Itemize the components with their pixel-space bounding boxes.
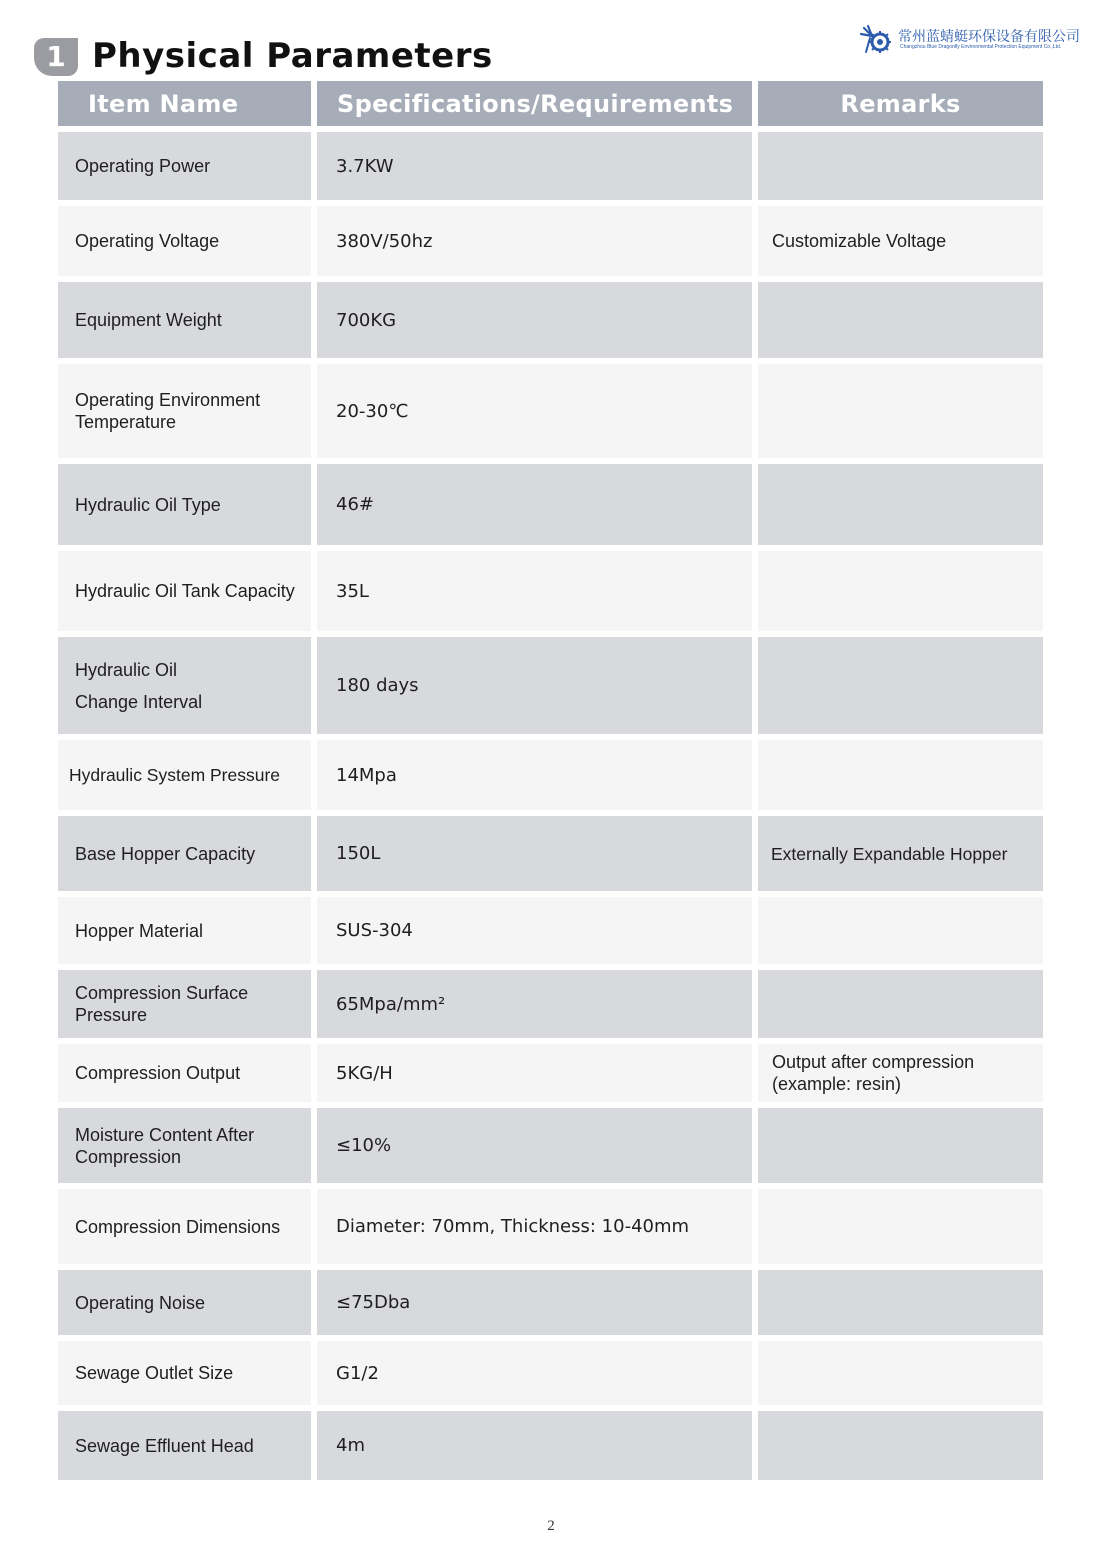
page-number: 2 — [547, 1518, 555, 1534]
remark-cell — [758, 970, 1043, 1038]
header-remarks: Remarks — [758, 81, 1043, 126]
spec-cell: G1/2 — [317, 1341, 752, 1405]
remark-cell — [758, 282, 1043, 358]
item-name-cell: Hydraulic Oil Tank Capacity — [58, 551, 311, 631]
spec-cell: 35L — [317, 551, 752, 631]
table-row — [58, 897, 1043, 964]
item-name-cell: Operating Voltage — [58, 206, 311, 276]
company-name-chinese: 常州蓝蜻蜓环保设备有限公司 — [898, 29, 1080, 45]
company-logo — [858, 22, 1078, 58]
remark-cell: Output after compression (example: resin) — [758, 1044, 1043, 1102]
item-name-cell: Compression Output — [58, 1044, 311, 1102]
spec-cell: 150L — [317, 816, 752, 891]
item-name-cell: Hydraulic Oil Type — [58, 464, 311, 545]
spec-cell: 20-30℃ — [317, 364, 752, 458]
table-row — [58, 551, 1043, 631]
remark-cell — [758, 637, 1043, 734]
spec-cell: 46# — [317, 464, 752, 545]
spec-cell: 4m — [317, 1411, 752, 1480]
item-name-cell: Base Hopper Capacity — [58, 816, 311, 891]
spec-cell: 180 days — [317, 637, 752, 734]
item-name-cell: Sewage Effluent Head — [58, 1411, 311, 1480]
item-name-cell: Operating Noise — [58, 1270, 311, 1335]
table-row — [58, 637, 1043, 734]
table-row — [58, 132, 1043, 200]
item-name-cell: Hydraulic Oil Change Interval — [58, 637, 311, 734]
item-name-cell: Hydraulic System Pressure — [58, 740, 311, 810]
remark-cell — [758, 551, 1043, 631]
spec-cell: 5KG/H — [317, 1044, 752, 1102]
remark-cell — [758, 1108, 1043, 1183]
table-row — [58, 1189, 1043, 1264]
remark-cell — [758, 1341, 1043, 1405]
spec-cell: Diameter: 70mm, Thickness: 10-40mm — [317, 1189, 752, 1264]
item-name-cell: Operating Environment Temperature — [58, 364, 311, 458]
table-row — [58, 1270, 1043, 1335]
table-row — [58, 206, 1043, 276]
spec-cell: SUS-304 — [317, 897, 752, 964]
item-name-cell: Sewage Outlet Size — [58, 1341, 311, 1405]
header-item-name: Item Name — [58, 81, 311, 126]
remark-cell — [758, 364, 1043, 458]
table-row — [58, 1108, 1043, 1183]
company-name-english: Changzhou Blue Dragonfly Environmental Protection Equipment Co.,Ltd. — [900, 44, 1062, 50]
table-row — [58, 464, 1043, 545]
item-name-cell: Compression Dimensions — [58, 1189, 311, 1264]
spec-cell: 3.7KW — [317, 132, 752, 200]
remark-cell — [758, 1189, 1043, 1264]
spec-cell: 14Mpa — [317, 740, 752, 810]
spec-cell: ≤75Dba — [317, 1270, 752, 1335]
header-specifications: Specifications/Requirements — [317, 81, 752, 126]
table-row — [58, 1411, 1043, 1480]
item-name-cell: Operating Power — [58, 132, 311, 200]
table-row — [58, 740, 1043, 810]
table-row — [58, 816, 1043, 891]
remark-cell: Customizable Voltage — [758, 206, 1043, 276]
table-row — [58, 282, 1043, 358]
table-row — [58, 970, 1043, 1038]
remark-cell — [758, 897, 1043, 964]
page-title: Physical Parameters — [92, 36, 493, 76]
item-name-cell: Moisture Content After Compression — [58, 1108, 311, 1183]
remark-cell — [758, 1411, 1043, 1480]
section-number-badge: 1 — [34, 38, 78, 76]
spec-cell: ≤10% — [317, 1108, 752, 1183]
item-name-cell: Compression Surface Pressure — [58, 970, 311, 1038]
table-row — [58, 1044, 1043, 1102]
remark-cell — [758, 464, 1043, 545]
remark-cell: Externally Expandable Hopper — [758, 816, 1043, 891]
parameters-table — [58, 81, 1043, 1486]
item-name-cell: Equipment Weight — [58, 282, 311, 358]
dragonfly-gear-icon — [858, 24, 892, 54]
table-header-row — [58, 81, 1043, 126]
spec-cell: 380V/50hz — [317, 206, 752, 276]
remark-cell — [758, 1270, 1043, 1335]
remark-cell — [758, 132, 1043, 200]
spec-cell: 65Mpa/mm² — [317, 970, 752, 1038]
table-row — [58, 1341, 1043, 1405]
item-name-cell: Hopper Material — [58, 897, 311, 964]
remark-cell — [758, 740, 1043, 810]
spec-cell: 700KG — [317, 282, 752, 358]
table-row — [58, 364, 1043, 458]
